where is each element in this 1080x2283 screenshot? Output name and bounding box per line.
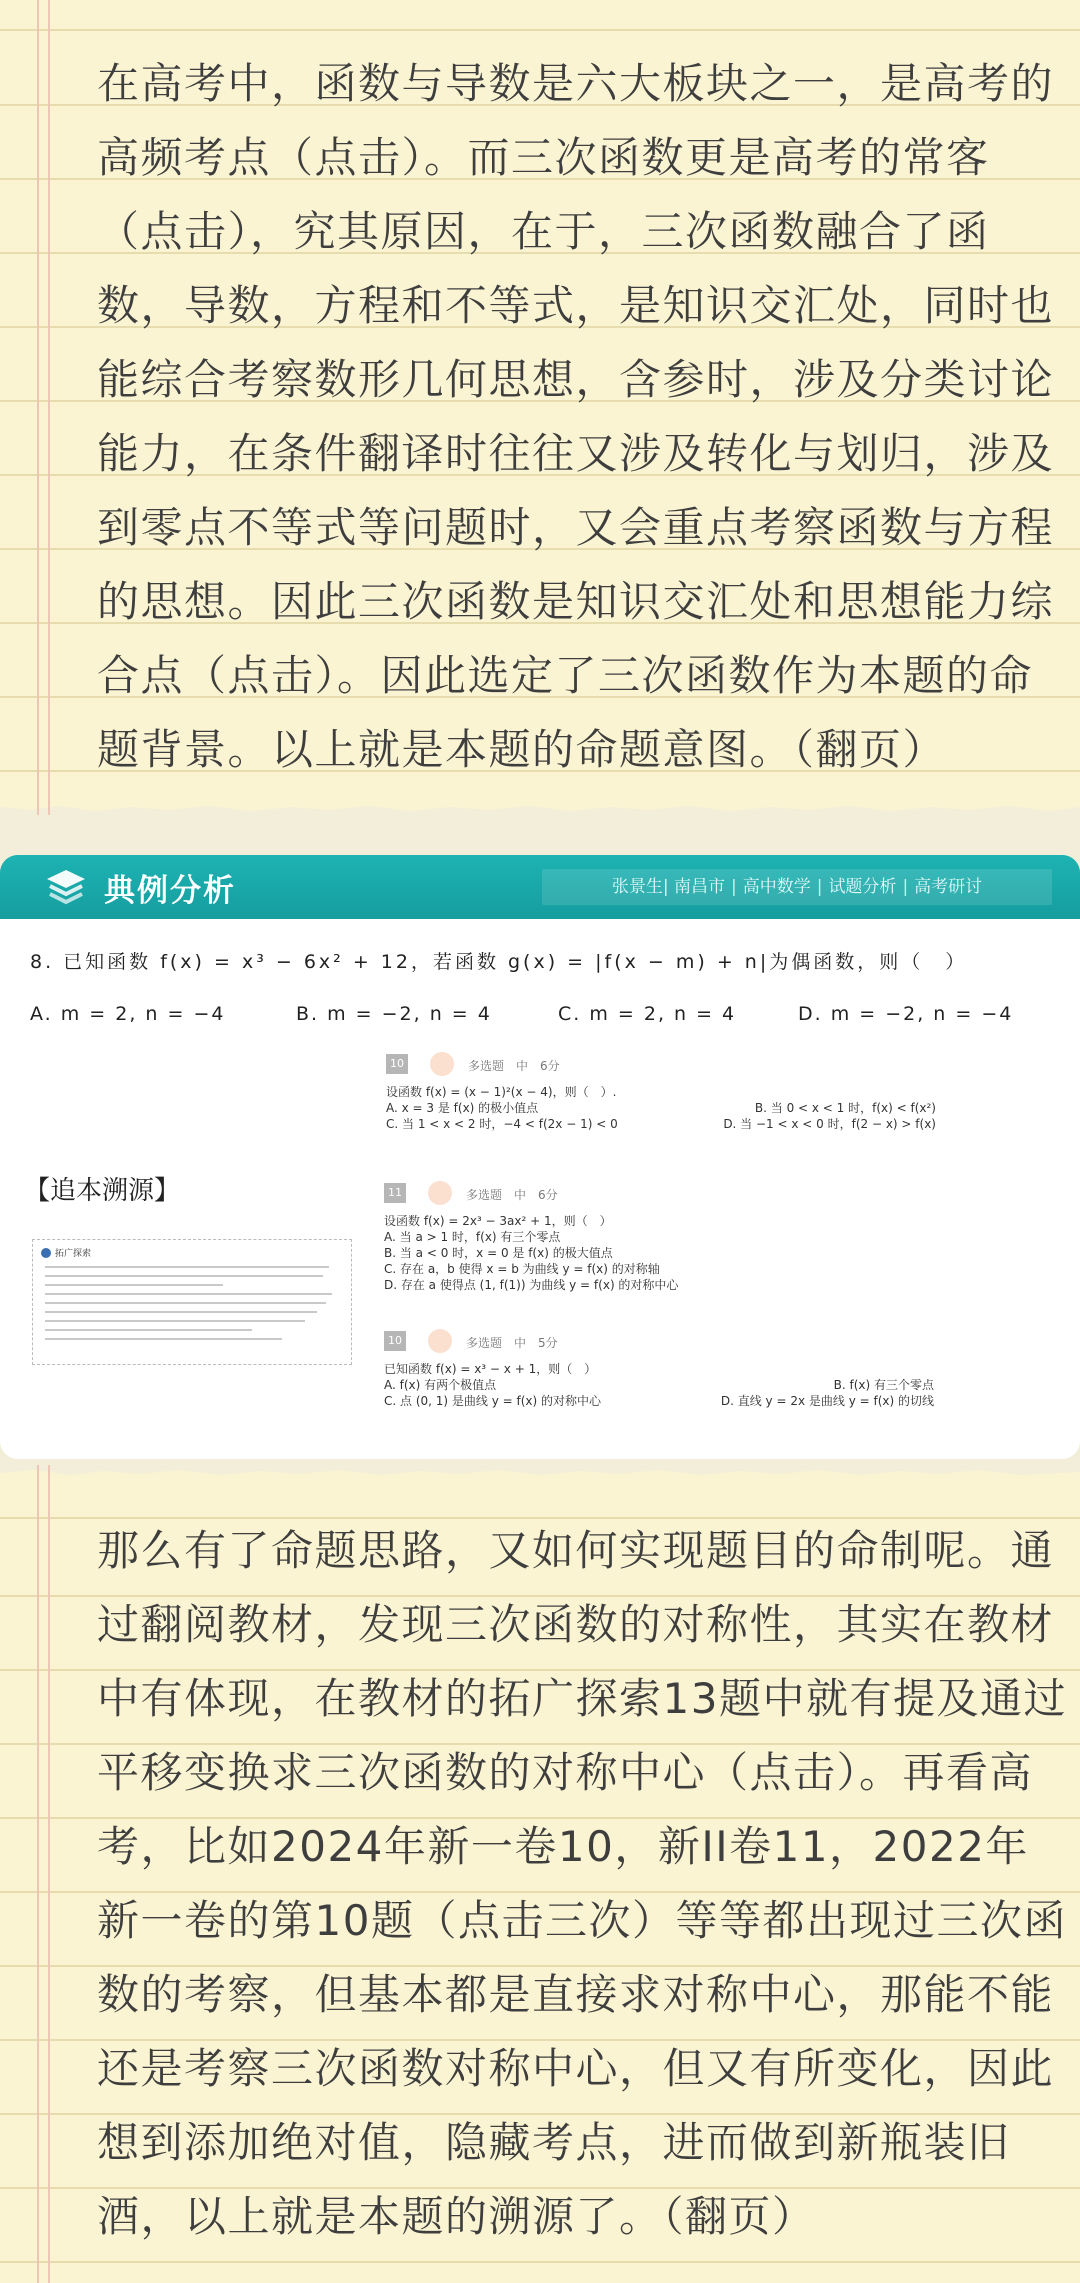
tag-subject: 高中数学 (742, 877, 811, 897)
option-d: D. m = −2, n = −4 (798, 1003, 1014, 1025)
item-number: 11 (384, 1183, 406, 1203)
question-stem: 8. 已知函数 f(x) = x³ − 6x² + 12，若函数 g(x) = |f(x − m) + n|为偶函数，则（ ） (30, 951, 968, 973)
item-stem: 设函数 f(x) = 2x³ − 3ax² + 1，则（ ） (384, 1214, 612, 1228)
choice-a: A. 当 a > 1 时，f(x) 有三个零点 (384, 1230, 561, 1244)
choice-d: D. 存在 a 使得点 (1, f(1)) 为曲线 y = f(x) 的对称中心 (384, 1278, 679, 1292)
note-paragraph: 在高考中，函数与导数是六大板块之一，是高考的高频考点（点击）。而三次函数更是高考的常客（点击），究其原因，在于，三次函数融合了函数，导数，方程和不等式，是知识交汇处，同时也能综合考察数形几何思想，含参时，涉及分类讨论能力，在条件翻译时往往又涉及转化与划归，涉及到零点不等式等问题时，又会重点考察函数与方程的思想。因此三次函数是知识交汇处和思想能力综合点（点击）。因此选定了三次函数作为本题的命题背景。以上就是本题的命题意图。（翻页） (97, 59, 1055, 774)
item-meta: 多选题 中 5分 (466, 1336, 558, 1350)
stacked-layers-icon (44, 867, 88, 907)
globe-icon (41, 1248, 51, 1258)
option-a: A. m = 2, n = −4 (30, 1003, 226, 1025)
tag-author: 张景生| 南昌市 (611, 877, 725, 897)
lock-icon (428, 1181, 452, 1205)
choice-b: B. 当 0 < x < 1 时，f(x) < f(x²) (754, 1101, 936, 1115)
lock-icon (430, 1052, 454, 1076)
slide-title: 典例分析 (104, 873, 236, 909)
lock-icon (428, 1329, 452, 1353)
option-c: C. m = 2, n = 4 (558, 1003, 737, 1025)
textbook-excerpt (32, 1239, 352, 1365)
item-number: 10 (384, 1331, 406, 1351)
item-number: 10 (386, 1054, 408, 1074)
exam-item (384, 1181, 944, 1293)
margin-line (48, 1465, 50, 2283)
margin-line (37, 1465, 39, 2283)
tag-research: 高考研讨 (914, 877, 983, 897)
choice-a: A. f(x) 有两个极值点 (384, 1378, 497, 1392)
tag-analysis: 试题分析 (828, 877, 897, 897)
exam-item (386, 1052, 946, 1132)
item-meta: 多选题 中 6分 (466, 1188, 558, 1202)
choice-b: B. f(x) 有三个零点 (833, 1378, 934, 1392)
note-card-bottom (0, 1465, 1080, 2283)
choice-c: C. 点 (0, 1) 是曲线 y = f(x) 的对称中心 (384, 1394, 602, 1408)
choice-d: D. 直线 y = 2x 是曲线 y = f(x) 的切线 (720, 1394, 934, 1408)
slide-header (0, 855, 1080, 919)
textbook-heading: 拓广探索 (41, 1246, 343, 1259)
margin-line (48, 0, 50, 815)
slide-tags: 张景生| 南昌市 | 高中数学 | 试题分析 | 高考研讨 (542, 869, 1052, 905)
trace-label: 【追本溯源】 (24, 1176, 181, 1206)
choice-d: D. 当 −1 < x < 0 时，f(2 − x) > f(x) (723, 1117, 936, 1131)
lecture-slide (0, 855, 1080, 1459)
option-b: B. m = −2, n = 4 (296, 1003, 492, 1025)
item-stem: 已知函数 f(x) = x³ − x + 1，则（ ） (384, 1362, 597, 1376)
choice-c: C. 当 1 < x < 2 时，−4 < f(2x − 1) < 0 (386, 1117, 618, 1131)
torn-edge-top (0, 1465, 1080, 1479)
choice-a: A. x = 3 是 f(x) 的极小值点 (386, 1101, 539, 1115)
exam-item (384, 1329, 944, 1409)
torn-edge-bottom (0, 801, 1080, 815)
item-stem: 设函数 f(x) = (x − 1)²(x − 4)，则（ ）. (386, 1085, 617, 1099)
note-paragraph: 那么有了命题思路，又如何实现题目的命制呢。通过翻阅教材，发现三次函数的对称性，其实在教材中有体现，在教材的拓广探索13题中就有提及通过平移变换求三次函数的对称中心（点击）。再看高考，比如2024年新一卷10，新II卷11，2022年新一卷的第10题（点击三次）等等都出现过三次函数的考察，但基本都是直接求对称中心，那能不能还是考察三次函数对称中心，但又有所变化，因此想到添加绝对值，隐藏考点，进而做到新瓶装旧酒，以上就是本题的溯源了。（翻页） (97, 1526, 1067, 2241)
margin-line (37, 0, 39, 815)
choice-c: C. 存在 a，b 使得 x = b 为曲线 y = f(x) 的对称轴 (384, 1262, 660, 1276)
note-card-top (0, 0, 1080, 815)
textbook-scan-lines (45, 1266, 341, 1347)
choice-b: B. 当 a < 0 时，x = 0 是 f(x) 的极大值点 (384, 1246, 613, 1260)
item-meta: 多选题 中 6分 (468, 1059, 560, 1073)
